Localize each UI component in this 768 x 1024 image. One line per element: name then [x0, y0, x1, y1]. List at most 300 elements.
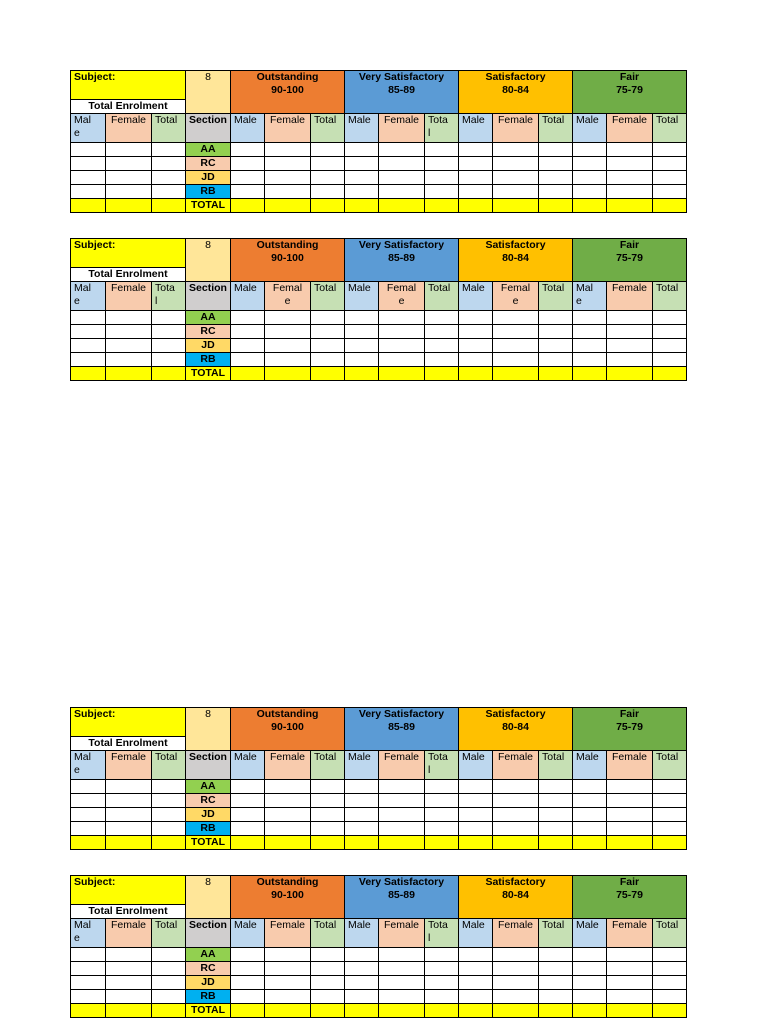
- input-cell[interactable]: [539, 353, 573, 367]
- input-cell[interactable]: [539, 822, 573, 836]
- input-cell[interactable]: [152, 948, 186, 962]
- total-cell[interactable]: [653, 1004, 687, 1018]
- input-cell[interactable]: [231, 976, 265, 990]
- input-cell[interactable]: [311, 325, 345, 339]
- input-cell[interactable]: [106, 143, 152, 157]
- input-cell[interactable]: [459, 311, 493, 325]
- input-cell[interactable]: [265, 325, 311, 339]
- input-cell[interactable]: [152, 990, 186, 1004]
- input-cell[interactable]: [459, 990, 493, 1004]
- input-cell[interactable]: [493, 822, 539, 836]
- input-cell[interactable]: [265, 780, 311, 794]
- total-cell[interactable]: [311, 836, 345, 850]
- input-cell[interactable]: [231, 325, 265, 339]
- input-cell[interactable]: [573, 339, 607, 353]
- input-cell[interactable]: [345, 157, 379, 171]
- total-cell[interactable]: [539, 367, 573, 381]
- input-cell[interactable]: [345, 822, 379, 836]
- total-cell[interactable]: [493, 367, 539, 381]
- input-cell[interactable]: [425, 962, 459, 976]
- total-cell[interactable]: [425, 199, 459, 213]
- input-cell[interactable]: [379, 780, 425, 794]
- input-cell[interactable]: [379, 157, 425, 171]
- input-cell[interactable]: [265, 339, 311, 353]
- input-cell[interactable]: [573, 794, 607, 808]
- input-cell[interactable]: [539, 808, 573, 822]
- input-cell[interactable]: [653, 780, 687, 794]
- input-cell[interactable]: [106, 780, 152, 794]
- input-cell[interactable]: [379, 990, 425, 1004]
- total-cell[interactable]: [71, 836, 106, 850]
- input-cell[interactable]: [152, 311, 186, 325]
- input-cell[interactable]: [425, 353, 459, 367]
- input-cell[interactable]: [345, 780, 379, 794]
- input-cell[interactable]: [106, 311, 152, 325]
- input-cell[interactable]: [653, 325, 687, 339]
- input-cell[interactable]: [106, 325, 152, 339]
- input-cell[interactable]: [493, 171, 539, 185]
- input-cell[interactable]: [106, 976, 152, 990]
- total-cell[interactable]: [265, 1004, 311, 1018]
- input-cell[interactable]: [311, 171, 345, 185]
- input-cell[interactable]: [573, 325, 607, 339]
- input-cell[interactable]: [379, 976, 425, 990]
- input-cell[interactable]: [607, 171, 653, 185]
- total-cell[interactable]: [106, 1004, 152, 1018]
- total-cell[interactable]: [311, 199, 345, 213]
- total-cell[interactable]: [379, 367, 425, 381]
- input-cell[interactable]: [607, 948, 653, 962]
- input-cell[interactable]: [539, 990, 573, 1004]
- input-cell[interactable]: [311, 780, 345, 794]
- input-cell[interactable]: [493, 976, 539, 990]
- total-cell[interactable]: [345, 199, 379, 213]
- total-cell[interactable]: [379, 836, 425, 850]
- input-cell[interactable]: [493, 780, 539, 794]
- input-cell[interactable]: [379, 325, 425, 339]
- input-cell[interactable]: [607, 808, 653, 822]
- input-cell[interactable]: [231, 353, 265, 367]
- input-cell[interactable]: [345, 171, 379, 185]
- input-cell[interactable]: [539, 325, 573, 339]
- input-cell[interactable]: [379, 948, 425, 962]
- input-cell[interactable]: [231, 311, 265, 325]
- total-cell[interactable]: [106, 367, 152, 381]
- input-cell[interactable]: [425, 976, 459, 990]
- input-cell[interactable]: [106, 990, 152, 1004]
- input-cell[interactable]: [71, 339, 106, 353]
- input-cell[interactable]: [265, 171, 311, 185]
- input-cell[interactable]: [573, 962, 607, 976]
- input-cell[interactable]: [653, 157, 687, 171]
- input-cell[interactable]: [71, 794, 106, 808]
- input-cell[interactable]: [311, 339, 345, 353]
- input-cell[interactable]: [345, 353, 379, 367]
- input-cell[interactable]: [152, 185, 186, 199]
- input-cell[interactable]: [493, 185, 539, 199]
- input-cell[interactable]: [573, 353, 607, 367]
- total-cell[interactable]: [573, 836, 607, 850]
- input-cell[interactable]: [311, 185, 345, 199]
- input-cell[interactable]: [265, 353, 311, 367]
- input-cell[interactable]: [231, 822, 265, 836]
- input-cell[interactable]: [106, 185, 152, 199]
- input-cell[interactable]: [425, 808, 459, 822]
- input-cell[interactable]: [459, 157, 493, 171]
- input-cell[interactable]: [607, 157, 653, 171]
- input-cell[interactable]: [539, 962, 573, 976]
- input-cell[interactable]: [539, 780, 573, 794]
- input-cell[interactable]: [106, 948, 152, 962]
- total-cell[interactable]: [265, 199, 311, 213]
- input-cell[interactable]: [345, 990, 379, 1004]
- input-cell[interactable]: [653, 962, 687, 976]
- input-cell[interactable]: [71, 311, 106, 325]
- input-cell[interactable]: [493, 311, 539, 325]
- input-cell[interactable]: [231, 990, 265, 1004]
- input-cell[interactable]: [106, 962, 152, 976]
- input-cell[interactable]: [573, 808, 607, 822]
- input-cell[interactable]: [573, 990, 607, 1004]
- input-cell[interactable]: [231, 962, 265, 976]
- input-cell[interactable]: [493, 990, 539, 1004]
- total-cell[interactable]: [459, 367, 493, 381]
- input-cell[interactable]: [71, 962, 106, 976]
- total-cell[interactable]: [607, 1004, 653, 1018]
- input-cell[interactable]: [493, 353, 539, 367]
- input-cell[interactable]: [265, 143, 311, 157]
- total-cell[interactable]: [265, 836, 311, 850]
- input-cell[interactable]: [345, 948, 379, 962]
- input-cell[interactable]: [425, 157, 459, 171]
- input-cell[interactable]: [71, 990, 106, 1004]
- input-cell[interactable]: [311, 311, 345, 325]
- input-cell[interactable]: [265, 185, 311, 199]
- total-cell[interactable]: [493, 1004, 539, 1018]
- input-cell[interactable]: [311, 353, 345, 367]
- input-cell[interactable]: [459, 353, 493, 367]
- input-cell[interactable]: [345, 185, 379, 199]
- input-cell[interactable]: [459, 808, 493, 822]
- input-cell[interactable]: [607, 962, 653, 976]
- input-cell[interactable]: [573, 780, 607, 794]
- total-cell[interactable]: [493, 199, 539, 213]
- input-cell[interactable]: [653, 339, 687, 353]
- total-cell[interactable]: [493, 836, 539, 850]
- input-cell[interactable]: [106, 794, 152, 808]
- input-cell[interactable]: [265, 962, 311, 976]
- input-cell[interactable]: [106, 171, 152, 185]
- input-cell[interactable]: [539, 339, 573, 353]
- input-cell[interactable]: [493, 325, 539, 339]
- input-cell[interactable]: [607, 185, 653, 199]
- input-cell[interactable]: [425, 990, 459, 1004]
- input-cell[interactable]: [152, 353, 186, 367]
- total-cell[interactable]: [573, 199, 607, 213]
- input-cell[interactable]: [459, 143, 493, 157]
- input-cell[interactable]: [379, 143, 425, 157]
- input-cell[interactable]: [379, 353, 425, 367]
- total-cell[interactable]: [152, 836, 186, 850]
- input-cell[interactable]: [311, 990, 345, 1004]
- total-cell[interactable]: [265, 367, 311, 381]
- input-cell[interactable]: [345, 311, 379, 325]
- total-cell[interactable]: [379, 1004, 425, 1018]
- input-cell[interactable]: [653, 794, 687, 808]
- input-cell[interactable]: [539, 185, 573, 199]
- total-cell[interactable]: [231, 836, 265, 850]
- input-cell[interactable]: [265, 948, 311, 962]
- input-cell[interactable]: [152, 171, 186, 185]
- input-cell[interactable]: [539, 157, 573, 171]
- input-cell[interactable]: [311, 157, 345, 171]
- input-cell[interactable]: [459, 325, 493, 339]
- total-cell[interactable]: [607, 367, 653, 381]
- input-cell[interactable]: [653, 822, 687, 836]
- input-cell[interactable]: [106, 157, 152, 171]
- input-cell[interactable]: [607, 976, 653, 990]
- total-cell[interactable]: [459, 199, 493, 213]
- input-cell[interactable]: [311, 143, 345, 157]
- input-cell[interactable]: [425, 948, 459, 962]
- input-cell[interactable]: [425, 325, 459, 339]
- input-cell[interactable]: [653, 808, 687, 822]
- input-cell[interactable]: [152, 962, 186, 976]
- input-cell[interactable]: [379, 339, 425, 353]
- input-cell[interactable]: [425, 311, 459, 325]
- input-cell[interactable]: [265, 311, 311, 325]
- input-cell[interactable]: [573, 143, 607, 157]
- input-cell[interactable]: [71, 325, 106, 339]
- total-cell[interactable]: [71, 199, 106, 213]
- input-cell[interactable]: [607, 822, 653, 836]
- input-cell[interactable]: [425, 171, 459, 185]
- input-cell[interactable]: [152, 976, 186, 990]
- total-cell[interactable]: [152, 199, 186, 213]
- input-cell[interactable]: [231, 794, 265, 808]
- input-cell[interactable]: [607, 339, 653, 353]
- input-cell[interactable]: [459, 171, 493, 185]
- input-cell[interactable]: [653, 948, 687, 962]
- total-cell[interactable]: [653, 367, 687, 381]
- input-cell[interactable]: [459, 339, 493, 353]
- input-cell[interactable]: [152, 794, 186, 808]
- input-cell[interactable]: [71, 948, 106, 962]
- input-cell[interactable]: [379, 808, 425, 822]
- input-cell[interactable]: [311, 794, 345, 808]
- input-cell[interactable]: [71, 143, 106, 157]
- input-cell[interactable]: [653, 311, 687, 325]
- total-cell[interactable]: [425, 836, 459, 850]
- input-cell[interactable]: [265, 976, 311, 990]
- input-cell[interactable]: [493, 143, 539, 157]
- input-cell[interactable]: [653, 990, 687, 1004]
- total-cell[interactable]: [311, 367, 345, 381]
- input-cell[interactable]: [493, 794, 539, 808]
- total-cell[interactable]: [459, 1004, 493, 1018]
- total-cell[interactable]: [379, 199, 425, 213]
- input-cell[interactable]: [607, 794, 653, 808]
- input-cell[interactable]: [379, 185, 425, 199]
- total-cell[interactable]: [573, 367, 607, 381]
- input-cell[interactable]: [152, 780, 186, 794]
- input-cell[interactable]: [573, 171, 607, 185]
- input-cell[interactable]: [459, 948, 493, 962]
- input-cell[interactable]: [311, 948, 345, 962]
- input-cell[interactable]: [379, 962, 425, 976]
- total-cell[interactable]: [345, 1004, 379, 1018]
- input-cell[interactable]: [265, 157, 311, 171]
- subject-cell[interactable]: [71, 71, 186, 100]
- input-cell[interactable]: [311, 808, 345, 822]
- total-cell[interactable]: [152, 1004, 186, 1018]
- input-cell[interactable]: [231, 339, 265, 353]
- input-cell[interactable]: [152, 143, 186, 157]
- input-cell[interactable]: [71, 976, 106, 990]
- input-cell[interactable]: [653, 143, 687, 157]
- input-cell[interactable]: [231, 171, 265, 185]
- input-cell[interactable]: [539, 143, 573, 157]
- input-cell[interactable]: [106, 822, 152, 836]
- total-cell[interactable]: [607, 836, 653, 850]
- input-cell[interactable]: [231, 185, 265, 199]
- input-cell[interactable]: [106, 339, 152, 353]
- total-cell[interactable]: [425, 367, 459, 381]
- total-cell[interactable]: [607, 199, 653, 213]
- input-cell[interactable]: [379, 311, 425, 325]
- input-cell[interactable]: [607, 143, 653, 157]
- input-cell[interactable]: [265, 794, 311, 808]
- input-cell[interactable]: [345, 339, 379, 353]
- input-cell[interactable]: [71, 185, 106, 199]
- input-cell[interactable]: [345, 794, 379, 808]
- input-cell[interactable]: [311, 822, 345, 836]
- input-cell[interactable]: [653, 185, 687, 199]
- input-cell[interactable]: [653, 171, 687, 185]
- input-cell[interactable]: [231, 948, 265, 962]
- total-cell[interactable]: [71, 1004, 106, 1018]
- input-cell[interactable]: [152, 808, 186, 822]
- total-cell[interactable]: [231, 1004, 265, 1018]
- input-cell[interactable]: [459, 780, 493, 794]
- total-cell[interactable]: [653, 836, 687, 850]
- input-cell[interactable]: [573, 822, 607, 836]
- input-cell[interactable]: [425, 339, 459, 353]
- input-cell[interactable]: [71, 808, 106, 822]
- total-cell[interactable]: [106, 199, 152, 213]
- input-cell[interactable]: [152, 339, 186, 353]
- input-cell[interactable]: [71, 157, 106, 171]
- total-cell[interactable]: [231, 199, 265, 213]
- total-cell[interactable]: [71, 367, 106, 381]
- input-cell[interactable]: [231, 780, 265, 794]
- input-cell[interactable]: [152, 325, 186, 339]
- input-cell[interactable]: [345, 143, 379, 157]
- input-cell[interactable]: [493, 157, 539, 171]
- input-cell[interactable]: [653, 353, 687, 367]
- total-cell[interactable]: [573, 1004, 607, 1018]
- input-cell[interactable]: [539, 311, 573, 325]
- subject-cell[interactable]: [71, 239, 186, 268]
- total-cell[interactable]: [539, 1004, 573, 1018]
- input-cell[interactable]: [425, 822, 459, 836]
- input-cell[interactable]: [607, 780, 653, 794]
- input-cell[interactable]: [311, 976, 345, 990]
- total-cell[interactable]: [345, 367, 379, 381]
- input-cell[interactable]: [539, 976, 573, 990]
- input-cell[interactable]: [71, 353, 106, 367]
- total-cell[interactable]: [653, 199, 687, 213]
- input-cell[interactable]: [573, 976, 607, 990]
- total-cell[interactable]: [459, 836, 493, 850]
- input-cell[interactable]: [539, 171, 573, 185]
- input-cell[interactable]: [71, 822, 106, 836]
- input-cell[interactable]: [459, 185, 493, 199]
- input-cell[interactable]: [493, 808, 539, 822]
- input-cell[interactable]: [231, 143, 265, 157]
- input-cell[interactable]: [607, 311, 653, 325]
- input-cell[interactable]: [493, 339, 539, 353]
- input-cell[interactable]: [345, 808, 379, 822]
- total-cell[interactable]: [345, 836, 379, 850]
- input-cell[interactable]: [231, 157, 265, 171]
- input-cell[interactable]: [459, 822, 493, 836]
- input-cell[interactable]: [379, 822, 425, 836]
- total-cell[interactable]: [106, 836, 152, 850]
- input-cell[interactable]: [607, 990, 653, 1004]
- input-cell[interactable]: [607, 353, 653, 367]
- input-cell[interactable]: [493, 962, 539, 976]
- subject-cell[interactable]: [71, 708, 186, 737]
- input-cell[interactable]: [152, 157, 186, 171]
- input-cell[interactable]: [459, 976, 493, 990]
- input-cell[interactable]: [539, 794, 573, 808]
- input-cell[interactable]: [345, 976, 379, 990]
- input-cell[interactable]: [311, 962, 345, 976]
- total-cell[interactable]: [231, 367, 265, 381]
- total-cell[interactable]: [311, 1004, 345, 1018]
- input-cell[interactable]: [265, 990, 311, 1004]
- input-cell[interactable]: [459, 794, 493, 808]
- input-cell[interactable]: [231, 808, 265, 822]
- input-cell[interactable]: [152, 822, 186, 836]
- input-cell[interactable]: [493, 948, 539, 962]
- input-cell[interactable]: [425, 143, 459, 157]
- input-cell[interactable]: [573, 948, 607, 962]
- input-cell[interactable]: [106, 353, 152, 367]
- input-cell[interactable]: [573, 157, 607, 171]
- input-cell[interactable]: [425, 185, 459, 199]
- input-cell[interactable]: [345, 962, 379, 976]
- input-cell[interactable]: [653, 976, 687, 990]
- input-cell[interactable]: [265, 822, 311, 836]
- total-cell[interactable]: [539, 199, 573, 213]
- input-cell[interactable]: [607, 325, 653, 339]
- input-cell[interactable]: [573, 311, 607, 325]
- input-cell[interactable]: [106, 808, 152, 822]
- input-cell[interactable]: [71, 780, 106, 794]
- total-cell[interactable]: [425, 1004, 459, 1018]
- input-cell[interactable]: [265, 808, 311, 822]
- total-cell[interactable]: [539, 836, 573, 850]
- input-cell[interactable]: [379, 794, 425, 808]
- input-cell[interactable]: [573, 185, 607, 199]
- total-cell[interactable]: [152, 367, 186, 381]
- input-cell[interactable]: [539, 948, 573, 962]
- input-cell[interactable]: [425, 794, 459, 808]
- subject-cell[interactable]: [71, 876, 186, 905]
- input-cell[interactable]: [379, 171, 425, 185]
